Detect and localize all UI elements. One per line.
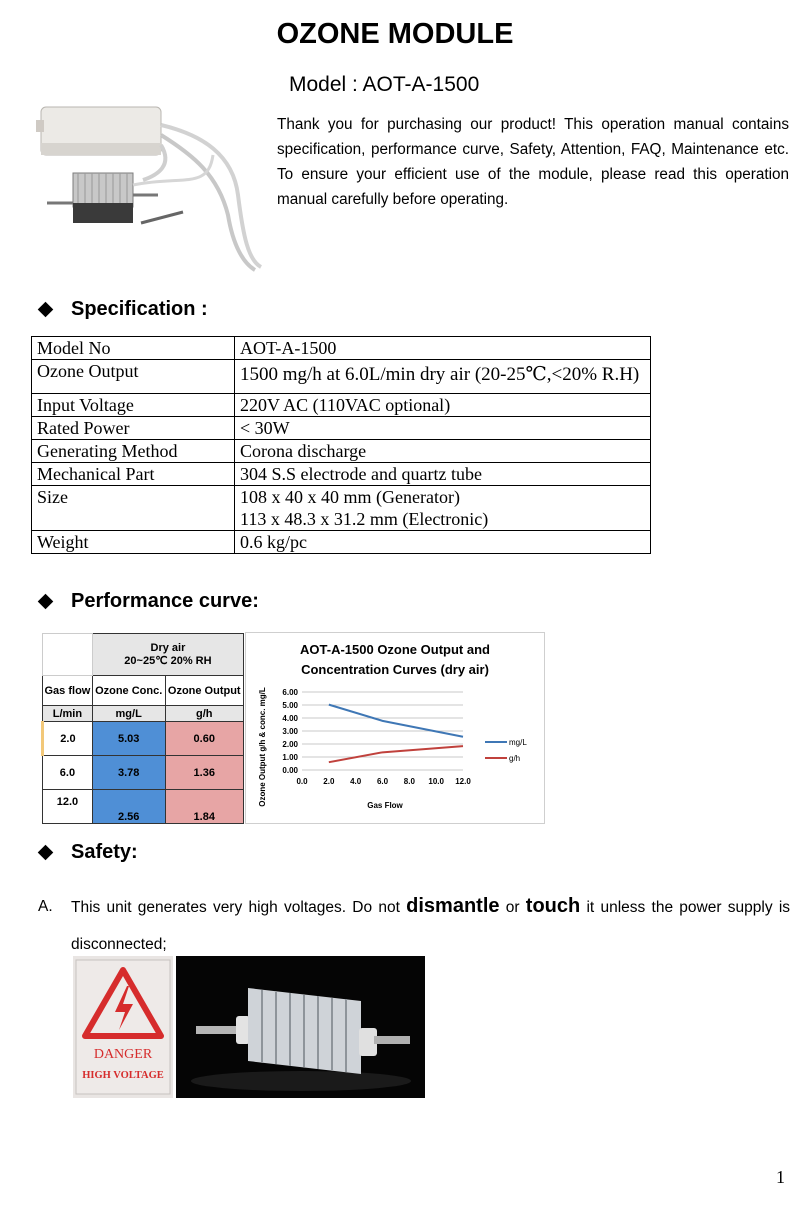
section-heading: Specification : [71,298,208,320]
spec-value: Corona discharge [235,440,651,463]
section-heading: Safety: [71,841,138,863]
spec-value: 220V AC (110VAC optional) [235,394,651,417]
section-specification [38,298,208,321]
table-row [32,531,651,554]
section-performance [38,590,259,613]
table-row [32,417,651,440]
section-safety [38,841,138,864]
x-tick-label: 10.0 [428,777,444,786]
spec-key: Model No [32,337,235,360]
safety-item-a [38,888,790,963]
group-header-line: Dry air [150,642,186,654]
diamond-bullet-icon [38,594,54,610]
y-tick-label: 5.00 [282,701,298,710]
output-cell: 0.60 [165,722,244,756]
table-row [32,337,651,360]
x-tick-label: 12.0 [455,777,471,786]
danger-text: DANGER [93,1047,153,1062]
column-header: Gas flow [43,676,93,706]
spec-key: Mechanical Part [32,463,235,486]
specification-table [31,336,651,554]
diamond-bullet-icon [38,302,54,318]
spec-value: AOT-A-1500 [235,337,651,360]
group-header [92,634,243,676]
chart-ylabel: Ozone Output g/h & conc. mg/L [258,687,267,807]
spec-value-line: 113 x 48.3 x 31.2 mm (Electronic) [240,509,489,529]
spec-key: Generating Method [32,440,235,463]
high-voltage-text: HIGH VOLTAGE [82,1070,164,1081]
diamond-bullet-icon [38,845,54,861]
emphasis-dismantle: dismantle [406,895,500,917]
x-tick-label: 8.0 [403,777,415,786]
spec-key: Rated Power [32,417,235,440]
flow-cell: 12.0 [43,790,93,824]
table-row [43,790,244,824]
product-photo [33,95,268,275]
y-tick-label: 2.00 [282,740,298,749]
section-heading: Performance curve: [71,590,259,612]
list-label: A. [38,898,53,915]
safety-text [71,888,790,963]
table-row [32,394,651,417]
text-run: or [499,899,526,916]
table-row [32,440,651,463]
column-header: Ozone Conc. [92,676,165,706]
spec-value-line: 108 x 40 x 40 mm (Generator) [240,487,460,507]
performance-table [41,633,244,823]
flow-cell: 6.0 [43,756,93,790]
table-row [43,634,244,676]
unit-cell: g/h [165,706,244,722]
document-title: OZONE MODULE [276,18,514,50]
spec-key: Size [32,486,235,531]
chart-title-line-2: Concentration Curves (dry air) [301,662,489,677]
page-number: 1 [776,1167,785,1187]
group-header-line: 20~25℃ 20% RH [124,655,212,667]
spec-value: 0.6 kg/pc [235,531,651,554]
y-tick-label: 6.00 [282,688,298,697]
y-tick-label: 0.00 [282,766,298,775]
danger-sign [73,956,173,1098]
output-cell: 1.84 [165,790,244,824]
chart-title-line-1: AOT-A-1500 Ozone Output and [300,642,490,657]
performance-chart [245,632,545,824]
model-line: Model : AOT-A-1500 [289,73,480,96]
conc-cell: 5.03 [92,722,165,756]
unit-cell: L/min [43,706,93,722]
spec-value: 1500 mg/h at 6.0L/min dry air (20-25℃,<20% R.H) [235,360,651,394]
emphasis-touch: touch [525,895,581,917]
table-row [43,756,244,790]
y-tick-label: 3.00 [282,727,298,736]
column-header: Ozone Output [165,676,244,706]
table-row [43,706,244,722]
table-row [32,360,651,394]
y-tick-label: 1.00 [282,753,298,762]
spec-key: Ozone Output [32,360,235,394]
flow-cell: 2.0 [43,722,93,756]
warning-triangle-icon [73,956,173,1098]
intro-paragraph: Thank you for purchasing our product! This operation manual contains specification, performance curve, Safety, Attention, FAQ, Maintenance etc. To ensure your efficient use of the module, please read this operation manual carefully before operating. [277,116,789,208]
x-tick-label: 2.0 [323,777,335,786]
conc-cell: 3.78 [92,756,165,790]
unit-cell: mg/L [92,706,165,722]
table-row [32,463,651,486]
x-tick-label: 0.0 [296,777,308,786]
chart-xlabel: Gas Flow [367,801,403,810]
legend-label: mg/L [509,738,527,747]
spec-key: Weight [32,531,235,554]
x-tick-label: 4.0 [350,777,362,786]
spec-key: Input Voltage [32,394,235,417]
table-cell-empty [43,634,93,676]
table-row [43,676,244,706]
table-row [43,722,244,756]
conc-cell: 2.56 [92,790,165,824]
heatsink-photo [176,956,425,1098]
text-run: This unit generates very high voltages. Do not [71,899,407,916]
legend-label: g/h [509,754,521,763]
text-run: it unless the power supply is disconnected; [71,899,791,953]
y-tick-label: 4.00 [282,714,298,723]
x-tick-label: 6.0 [376,777,389,786]
spec-value [235,486,651,531]
spec-value: 304 S.S electrode and quartz tube [235,463,651,486]
table-row [32,486,651,531]
output-cell: 1.36 [165,756,244,790]
spec-value: < 30W [235,417,651,440]
